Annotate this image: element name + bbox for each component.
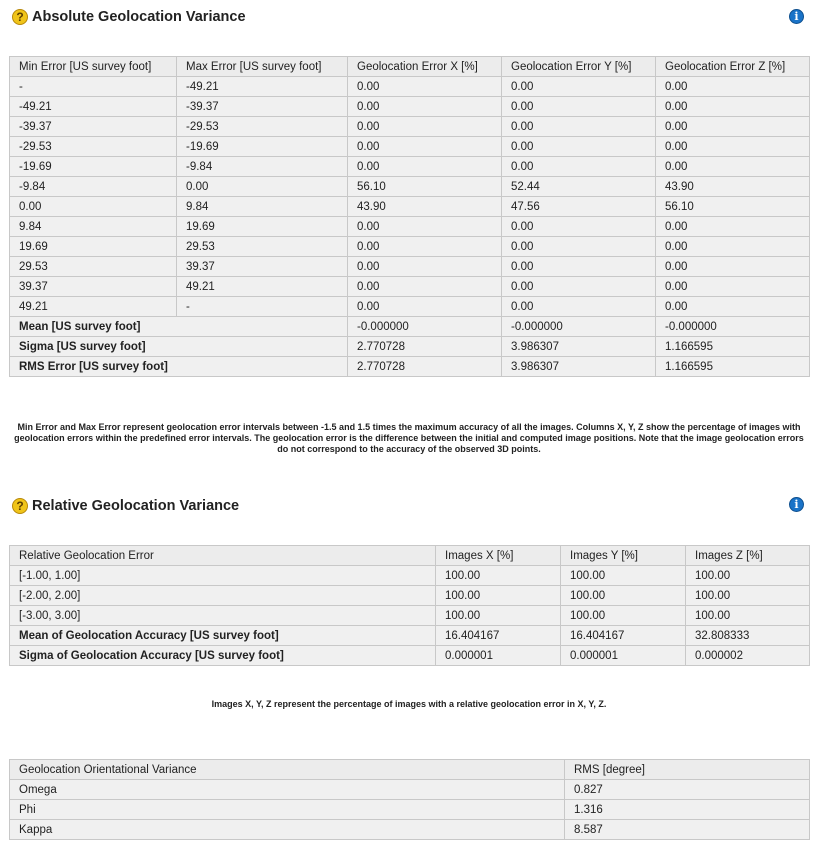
table-cell: 0.00: [656, 297, 810, 317]
relative-note: Images X, Y, Z represent the percentage of images with a relative geolocation error in X, Y, Z.: [211, 699, 607, 709]
table-cell: 52.44: [502, 177, 656, 197]
table-cell: -19.69: [177, 137, 348, 157]
column-header: Min Error [US survey foot]: [10, 57, 177, 77]
table-cell: 3.986307: [502, 357, 656, 377]
table-cell: 2.770728: [348, 337, 502, 357]
table-cell: 100.00: [686, 606, 810, 626]
table-cell: 0.00: [656, 257, 810, 277]
summary-row: [10, 646, 810, 666]
table-row: [10, 197, 810, 217]
info-icon[interactable]: i: [789, 497, 804, 512]
table-cell: [-1.00, 1.00]: [10, 566, 436, 586]
table-cell: 0.00: [656, 97, 810, 117]
table-cell: 100.00: [686, 566, 810, 586]
table-cell: -49.21: [10, 97, 177, 117]
relative-title-text: Relative Geolocation Variance: [32, 498, 240, 514]
help-icon[interactable]: ?: [12, 498, 28, 514]
table-cell: 0.00: [348, 97, 502, 117]
table-cell: 0.00: [348, 237, 502, 257]
table-cell: 43.90: [348, 197, 502, 217]
table-cell: 0.00: [502, 237, 656, 257]
table-cell: 0.00: [348, 257, 502, 277]
table-cell: 0.00: [348, 77, 502, 97]
table-cell: -: [10, 77, 177, 97]
table-cell: -19.69: [10, 157, 177, 177]
table-cell: 16.404167: [561, 626, 686, 646]
table-cell: 43.90: [656, 177, 810, 197]
column-header: Geolocation Error Y [%]: [502, 57, 656, 77]
table-cell: 39.37: [10, 277, 177, 297]
summary-label: Sigma [US survey foot]: [10, 337, 348, 357]
summary-label: Mean [US survey foot]: [10, 317, 348, 337]
table-cell: -29.53: [177, 117, 348, 137]
table-cell: 100.00: [561, 566, 686, 586]
table-cell: Kappa: [10, 820, 565, 840]
table-cell: 0.00: [656, 117, 810, 137]
relative-section-title: [12, 498, 239, 514]
table-cell: 1.166595: [656, 357, 810, 377]
table-cell: 39.37: [177, 257, 348, 277]
table-cell: -0.000000: [348, 317, 502, 337]
table-row: [10, 800, 810, 820]
table-row: [10, 177, 810, 197]
table-cell: 100.00: [686, 586, 810, 606]
table-cell: -: [177, 297, 348, 317]
table-row: [10, 586, 810, 606]
table-cell: -39.37: [10, 117, 177, 137]
table-row: [10, 257, 810, 277]
column-header: RMS [degree]: [565, 760, 810, 780]
table-cell: 19.69: [177, 217, 348, 237]
table-row: [10, 566, 810, 586]
column-header: Geolocation Error X [%]: [348, 57, 502, 77]
table-row: [10, 606, 810, 626]
table-cell: 0.00: [502, 257, 656, 277]
table-cell: 0.827: [565, 780, 810, 800]
table-cell: 0.00: [502, 137, 656, 157]
summary-row: [10, 626, 810, 646]
summary-row: [10, 317, 810, 337]
summary-row: [10, 337, 810, 357]
table-cell: 9.84: [10, 217, 177, 237]
table-cell: 0.00: [502, 117, 656, 137]
table-cell: 0.00: [348, 277, 502, 297]
table-cell: 100.00: [436, 606, 561, 626]
table-cell: 0.00: [502, 217, 656, 237]
table-cell: 16.404167: [436, 626, 561, 646]
table-cell: 2.770728: [348, 357, 502, 377]
table-cell: 0.00: [656, 237, 810, 257]
absolute-variance-table: [9, 56, 810, 377]
table-cell: 0.00: [348, 117, 502, 137]
table-cell: 1.166595: [656, 337, 810, 357]
table-row: [10, 117, 810, 137]
table-cell: 0.00: [656, 157, 810, 177]
table-header-row: [10, 57, 810, 77]
table-row: [10, 97, 810, 117]
column-header: Geolocation Orientational Variance: [10, 760, 565, 780]
table-cell: 0.00: [502, 97, 656, 117]
table-row: [10, 277, 810, 297]
table-cell: 0.00: [502, 157, 656, 177]
table-cell: 0.00: [348, 157, 502, 177]
table-cell: 0.00: [502, 277, 656, 297]
help-icon[interactable]: ?: [12, 9, 28, 25]
table-cell: 100.00: [436, 586, 561, 606]
table-row: [10, 780, 810, 800]
column-header: Relative Geolocation Error: [10, 546, 436, 566]
table-cell: 0.00: [348, 297, 502, 317]
table-row: [10, 237, 810, 257]
table-cell: -0.000000: [502, 317, 656, 337]
relative-variance-table: [9, 545, 810, 666]
table-cell: 0.00: [177, 177, 348, 197]
table-cell: Omega: [10, 780, 565, 800]
table-cell: 0.00: [656, 217, 810, 237]
table-cell: 0.00: [656, 277, 810, 297]
table-cell: 29.53: [10, 257, 177, 277]
table-cell: 56.10: [348, 177, 502, 197]
table-cell: -9.84: [177, 157, 348, 177]
column-header: Images X [%]: [436, 546, 561, 566]
table-cell: 0.00: [656, 77, 810, 97]
table-cell: 0.00: [348, 217, 502, 237]
table-cell: 32.808333: [686, 626, 810, 646]
column-header: Images Z [%]: [686, 546, 810, 566]
table-cell: -0.000000: [656, 317, 810, 337]
absolute-note: Min Error and Max Error represent geolocation error intervals between -1.5 and 1.5 times the maximum accuracy of all the images. Columns X, Y, Z show the percentage of images with geolocation errors within the predefined error intervals. The geolocation error is the difference between the initial and computed image positions. Note that the image geolocation errors do not correspond to the accuracy of the observed 3D points.: [14, 422, 804, 454]
absolute-section-title: [12, 9, 246, 25]
table-cell: 19.69: [10, 237, 177, 257]
table-cell: 3.986307: [502, 337, 656, 357]
table-row: [10, 820, 810, 840]
table-row: [10, 137, 810, 157]
table-cell: 49.21: [177, 277, 348, 297]
table-row: [10, 157, 810, 177]
table-header-row: [10, 760, 810, 780]
table-cell: 9.84: [177, 197, 348, 217]
table-cell: 29.53: [177, 237, 348, 257]
table-cell: 0.000001: [436, 646, 561, 666]
table-row: [10, 77, 810, 97]
table-cell: 0.00: [10, 197, 177, 217]
table-cell: 0.00: [348, 137, 502, 157]
table-row: [10, 217, 810, 237]
summary-label: Sigma of Geolocation Accuracy [US survey foot]: [10, 646, 436, 666]
table-cell: 49.21: [10, 297, 177, 317]
table-cell: 0.00: [502, 297, 656, 317]
column-header: Images Y [%]: [561, 546, 686, 566]
table-cell: 100.00: [561, 606, 686, 626]
table-cell: -9.84: [10, 177, 177, 197]
info-icon[interactable]: i: [789, 9, 804, 24]
summary-label: Mean of Geolocation Accuracy [US survey foot]: [10, 626, 436, 646]
table-cell: [-2.00, 2.00]: [10, 586, 436, 606]
table-cell: 0.000001: [561, 646, 686, 666]
table-cell: 8.587: [565, 820, 810, 840]
table-cell: 56.10: [656, 197, 810, 217]
absolute-title-text: Absolute Geolocation Variance: [32, 9, 246, 25]
table-cell: 0.000002: [686, 646, 810, 666]
table-cell: 47.56: [502, 197, 656, 217]
orientation-variance-table: [9, 759, 810, 840]
table-cell: 100.00: [436, 566, 561, 586]
table-cell: 1.316: [565, 800, 810, 820]
table-cell: 0.00: [502, 77, 656, 97]
table-cell: 0.00: [656, 137, 810, 157]
table-row: [10, 297, 810, 317]
table-cell: [-3.00, 3.00]: [10, 606, 436, 626]
table-cell: Phi: [10, 800, 565, 820]
table-cell: 100.00: [561, 586, 686, 606]
table-header-row: [10, 546, 810, 566]
table-cell: -29.53: [10, 137, 177, 157]
summary-label: RMS Error [US survey foot]: [10, 357, 348, 377]
table-cell: -39.37: [177, 97, 348, 117]
column-header: Geolocation Error Z [%]: [656, 57, 810, 77]
table-cell: -49.21: [177, 77, 348, 97]
summary-row: [10, 357, 810, 377]
column-header: Max Error [US survey foot]: [177, 57, 348, 77]
